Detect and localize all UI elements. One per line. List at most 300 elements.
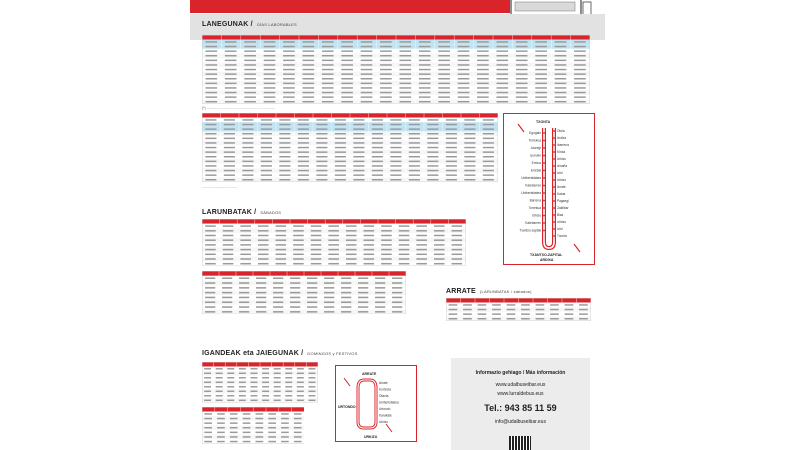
- table-cell: [390, 179, 401, 180]
- table-cell: [217, 441, 225, 442]
- info-web-1[interactable]: www.udalbuseibar.eus: [495, 382, 546, 388]
- table-cell: [285, 391, 292, 392]
- table-cell: [283, 83, 295, 84]
- table-cell: [399, 263, 410, 265]
- table-cell: [535, 87, 547, 88]
- table-cell: [446, 151, 457, 152]
- table-cell: [244, 46, 256, 47]
- route-map-large: [503, 113, 595, 265]
- route-stop-label: Kalebarren: [525, 221, 541, 225]
- table-cell: [353, 161, 364, 162]
- table-cell: [294, 441, 302, 442]
- table-cell: [276, 230, 287, 232]
- table-cell: [380, 50, 392, 51]
- table-cell: [223, 254, 234, 256]
- table-cell: [242, 174, 253, 175]
- small-route-stops: [379, 381, 399, 424]
- table-cell: [446, 147, 457, 148]
- table-cell: [262, 391, 269, 392]
- table-cell: [346, 263, 357, 265]
- table-cell: [390, 124, 401, 125]
- table-cell: [353, 133, 364, 134]
- table-cell: [409, 128, 420, 129]
- table-cell: [261, 170, 272, 171]
- table-cell: [390, 119, 401, 120]
- table-cell: [240, 244, 251, 246]
- route-stop-dot: [553, 151, 555, 153]
- table-cell: [256, 311, 266, 313]
- table-cell: [230, 422, 238, 423]
- table-cell: [380, 96, 392, 97]
- table-cell: [361, 50, 373, 51]
- table-cell: [224, 142, 235, 143]
- table-cell: [274, 391, 281, 392]
- table-cell: [205, 263, 216, 265]
- table-cell: [335, 133, 346, 134]
- table-cell: [262, 377, 269, 378]
- table-cell: [239, 382, 246, 383]
- table-cell: [205, 244, 216, 246]
- table-cell: [205, 69, 217, 70]
- small-route-stop-label: Arrate: [379, 381, 388, 385]
- table-cell: [550, 313, 559, 314]
- table-cell: [294, 436, 302, 437]
- table-cell: [341, 96, 353, 97]
- table-cell: [308, 382, 315, 383]
- table-cell: [535, 101, 547, 102]
- small-route-stop-label: Urtondo: [379, 407, 391, 411]
- table-cell: [240, 225, 251, 227]
- table-cell: [239, 277, 249, 279]
- table-cell: [361, 46, 373, 47]
- table-cell: [399, 60, 411, 61]
- table-cell: [243, 436, 251, 437]
- table-cell: [574, 41, 586, 42]
- table-cell: [298, 133, 309, 134]
- table-cell: [574, 46, 586, 47]
- table-cell: [322, 101, 334, 102]
- table-cell: [322, 69, 334, 70]
- table-cell: [416, 230, 427, 232]
- route-stop-label: Urkizu: [557, 220, 567, 224]
- table-cell: [258, 230, 269, 232]
- table-cell: [335, 128, 346, 129]
- table-cell: [227, 395, 234, 396]
- table-cell: [328, 244, 339, 246]
- table-cell: [452, 263, 463, 265]
- table-cell: [335, 142, 346, 143]
- table-cell: [281, 441, 289, 442]
- table-cell: [285, 395, 292, 396]
- table-cell: [341, 55, 353, 56]
- table-cell: [555, 92, 567, 93]
- table-cell: [550, 309, 559, 310]
- table-cell: [565, 309, 574, 310]
- table-cell: [361, 60, 373, 61]
- table-cell: [273, 277, 283, 279]
- table-cell: [308, 373, 315, 374]
- table-cell: [392, 301, 402, 303]
- table-cell: [364, 254, 375, 256]
- route-left-stops: [519, 131, 545, 233]
- table-cell: [341, 78, 353, 79]
- table-cell: [298, 151, 309, 152]
- table-cell: [262, 368, 269, 369]
- table-cell: [205, 258, 216, 260]
- table-cell: [276, 225, 287, 227]
- table-cell: [483, 156, 494, 157]
- table-cell: [311, 225, 322, 227]
- table-cell: [496, 87, 508, 88]
- table-cell: [205, 133, 216, 134]
- table-cell: [205, 311, 215, 313]
- table-cell: [372, 138, 383, 139]
- table-cell: [434, 244, 445, 246]
- table-cell: [227, 368, 234, 369]
- route-stop-dot: [553, 130, 555, 132]
- table-cell: [516, 96, 528, 97]
- table-cell: [574, 92, 586, 93]
- table-cell: [205, 161, 216, 162]
- saturday-subtitle: SÁBADOS: [260, 210, 282, 215]
- table-cell: [399, 258, 410, 260]
- table-cell: [230, 441, 238, 442]
- table-cell: [521, 313, 530, 314]
- table-cell: [341, 87, 353, 88]
- sunday-title: IGANDEAK eta JAIEGUNAK / DOMINGOS y FESTIVOS: [202, 350, 358, 357]
- table-cell: [380, 60, 392, 61]
- table-cell: [516, 83, 528, 84]
- table-cell: [225, 87, 237, 88]
- table-cell: [261, 151, 272, 152]
- table-cell: [483, 174, 494, 175]
- route-stop-label: Torrekua: [528, 206, 541, 210]
- table-cell: [307, 292, 317, 294]
- table-cell: [240, 235, 251, 237]
- table-cell: [335, 165, 346, 166]
- table-cell: [264, 55, 276, 56]
- table-cell: [316, 165, 327, 166]
- table-cell: [358, 282, 368, 284]
- table-cell: [239, 311, 249, 313]
- table-cell: [399, 235, 410, 237]
- table-cell: [302, 96, 314, 97]
- table-cell: [205, 124, 216, 125]
- table-cell: [390, 156, 401, 157]
- saturday-timetable-a: [202, 219, 466, 266]
- table-cell: [409, 174, 420, 175]
- table-cell: [375, 277, 385, 279]
- table-cell: [273, 297, 283, 299]
- table-cell: [322, 78, 334, 79]
- table-cell: [297, 400, 304, 401]
- table-cell: [256, 297, 266, 299]
- table-cell: [205, 297, 215, 299]
- route-stop-dot: [543, 147, 545, 149]
- route-stop-dot: [553, 221, 555, 223]
- sunday-timetable-a: [202, 362, 318, 403]
- table-cell: [399, 69, 411, 70]
- table-cell: [224, 119, 235, 120]
- table-cell: [322, 64, 334, 65]
- table-cell: [216, 382, 223, 383]
- table-cell: [268, 413, 276, 414]
- table-cell: [205, 60, 217, 61]
- table-cell: [225, 55, 237, 56]
- table-cell: [483, 151, 494, 152]
- table-cell: [364, 235, 375, 237]
- table-cell: [302, 41, 314, 42]
- table-cell: [250, 368, 257, 369]
- table-cell: [535, 83, 547, 84]
- table-cell: [399, 92, 411, 93]
- route-bottom-label: TXANTXO-ZAPITAL: [530, 253, 563, 257]
- weekday-note-b: ....................................: [202, 185, 238, 189]
- table-cell: [273, 287, 283, 289]
- table-cell: [258, 254, 269, 256]
- table-cell: [477, 96, 489, 97]
- table-cell: [205, 239, 216, 241]
- table-cell: [223, 263, 234, 265]
- table-cell: [243, 422, 251, 423]
- table-cell: [311, 230, 322, 232]
- table-cell: [446, 165, 457, 166]
- table-cell: [381, 225, 392, 227]
- table-cell: [372, 142, 383, 143]
- table-cell: [399, 41, 411, 42]
- route-stop-label: Ermua: [531, 161, 541, 165]
- table-cell: [273, 282, 283, 284]
- table-cell: [283, 101, 295, 102]
- table-cell: [223, 258, 234, 260]
- table-cell: [507, 313, 516, 314]
- route-stop-dot: [553, 172, 555, 174]
- small-route-stop-label: Unibertsitatea: [379, 400, 399, 405]
- table-cell: [205, 230, 216, 232]
- route-stop-dot: [543, 215, 545, 217]
- table-cell: [458, 96, 470, 97]
- table-cell: [205, 249, 216, 251]
- table-cell: [281, 436, 289, 437]
- table-cell: [452, 230, 463, 232]
- table-cell: [324, 297, 334, 299]
- route-stop-label: Txonta: [557, 234, 567, 238]
- table-cell: [222, 306, 232, 308]
- table-cell: [496, 46, 508, 47]
- table-cell: [322, 73, 334, 74]
- table-cell: [239, 377, 246, 378]
- table-cell: [307, 287, 317, 289]
- table-cell: [438, 60, 450, 61]
- table-cell: [483, 124, 494, 125]
- table-cell: [483, 147, 494, 148]
- table-cell: [262, 382, 269, 383]
- table-cell: [264, 69, 276, 70]
- table-cell: [449, 304, 458, 305]
- table-cell: [464, 161, 475, 162]
- table-cell: [507, 318, 516, 319]
- table-cell: [258, 258, 269, 260]
- table-cell: [279, 161, 290, 162]
- small-route-left-label: URTONDO: [338, 405, 356, 409]
- table-cell: [239, 287, 249, 289]
- table-cell: [372, 133, 383, 134]
- table-cell: [290, 277, 300, 279]
- table-cell: [392, 287, 402, 289]
- table-cell: [399, 73, 411, 74]
- table-cell: [399, 87, 411, 88]
- table-cell: [390, 161, 401, 162]
- table-cell: [380, 69, 392, 70]
- table-cell: [293, 258, 304, 260]
- table-cell: [328, 254, 339, 256]
- table-cell: [276, 254, 287, 256]
- table-cell: [274, 382, 281, 383]
- route-stop-label: Arrate: [557, 185, 566, 189]
- table-cell: [390, 170, 401, 171]
- table-cell: [216, 391, 223, 392]
- table-cell: [279, 119, 290, 120]
- table-cell: [392, 277, 402, 279]
- table-cell: [273, 301, 283, 303]
- table-cell: [364, 225, 375, 227]
- info-email[interactable]: info@udalbuseibar.eus: [495, 419, 546, 425]
- route-stop-label: Ardixa: [557, 136, 567, 140]
- table-cell: [483, 142, 494, 143]
- table-cell: [458, 83, 470, 84]
- table-cell: [346, 254, 357, 256]
- table-cell: [256, 282, 266, 284]
- table-cell: [204, 432, 212, 433]
- table-cell: [464, 119, 475, 120]
- table-cell: [478, 304, 487, 305]
- table-cell: [243, 432, 251, 433]
- table-cell: [574, 55, 586, 56]
- table-cell: [283, 73, 295, 74]
- table-cell: [399, 244, 410, 246]
- table-cell: [258, 244, 269, 246]
- table-cell: [227, 373, 234, 374]
- table-cell: [324, 301, 334, 303]
- table-cell: [205, 254, 216, 256]
- table-cell: [316, 156, 327, 157]
- table-cell: [225, 78, 237, 79]
- table-cell: [223, 225, 234, 227]
- table-cell: [258, 239, 269, 241]
- table-cell: [293, 235, 304, 237]
- table-cell: [341, 83, 353, 84]
- table-cell: [222, 301, 232, 303]
- table-cell: [409, 147, 420, 148]
- table-cell: [205, 83, 217, 84]
- table-cell: [279, 124, 290, 125]
- table-cell: [452, 239, 463, 241]
- table-cell: [483, 119, 494, 120]
- table-cell: [483, 165, 494, 166]
- table-cell: [285, 368, 292, 369]
- table-cell: [242, 151, 253, 152]
- table-cell: [335, 119, 346, 120]
- table-cell: [297, 368, 304, 369]
- table-cell: [239, 306, 249, 308]
- weekday-title: LANEGUNAK / DÍAS LABORABLES: [202, 21, 297, 28]
- table-cell: [322, 41, 334, 42]
- table-cell: [244, 96, 256, 97]
- route-stop-dot: [543, 140, 545, 142]
- table-cell: [293, 244, 304, 246]
- table-cell: [285, 373, 292, 374]
- table-cell: [409, 179, 420, 180]
- info-web-2[interactable]: www.lurraldebus.eus: [497, 391, 544, 397]
- table-cell: [341, 69, 353, 70]
- table-cell: [361, 78, 373, 79]
- table-cell: [536, 313, 545, 314]
- table-cell: [380, 101, 392, 102]
- route-stop-label: Ipuruko: [530, 153, 541, 158]
- table-cell: [293, 239, 304, 241]
- table-cell: [311, 235, 322, 237]
- table-cell: [261, 179, 272, 180]
- route-stop-dot: [543, 170, 545, 172]
- table-cell: [416, 249, 427, 251]
- table-cell: [256, 292, 266, 294]
- route-stop-dot: [553, 228, 555, 230]
- table-cell: [224, 170, 235, 171]
- table-cell: [261, 147, 272, 148]
- table-cell: [261, 124, 272, 125]
- table-cell: [224, 156, 235, 157]
- table-cell: [261, 142, 272, 143]
- table-cell: [399, 249, 410, 251]
- table-cell: [316, 179, 327, 180]
- table-cell: [380, 64, 392, 65]
- table-cell: [353, 147, 364, 148]
- table-cell: [335, 161, 346, 162]
- table-cell: [458, 87, 470, 88]
- table-cell: [283, 41, 295, 42]
- table-cell: [311, 263, 322, 265]
- table-cell: [555, 69, 567, 70]
- table-cell: [353, 142, 364, 143]
- table-cell: [516, 78, 528, 79]
- table-cell: [223, 239, 234, 241]
- table-cell: [224, 161, 235, 162]
- table-cell: [372, 179, 383, 180]
- table-cell: [298, 142, 309, 143]
- table-cell: [223, 249, 234, 251]
- table-cell: [302, 87, 314, 88]
- table-cell: [298, 147, 309, 148]
- table-cell: [535, 46, 547, 47]
- table-cell: [298, 161, 309, 162]
- table-cell: [555, 41, 567, 42]
- table-cell: [227, 382, 234, 383]
- table-cell: [262, 373, 269, 374]
- table-cell: [372, 156, 383, 157]
- table-cell: [341, 301, 351, 303]
- table-cell: [239, 292, 249, 294]
- table-cell: [256, 441, 264, 442]
- table-cell: [536, 304, 545, 305]
- info-phone[interactable]: Tel.: 943 85 11 59: [484, 403, 557, 413]
- table-cell: [222, 292, 232, 294]
- table-cell: [204, 427, 212, 428]
- table-cell: [496, 69, 508, 70]
- table-cell: [380, 87, 392, 88]
- table-cell: [279, 165, 290, 166]
- table-cell: [224, 179, 235, 180]
- table-cell: [279, 142, 290, 143]
